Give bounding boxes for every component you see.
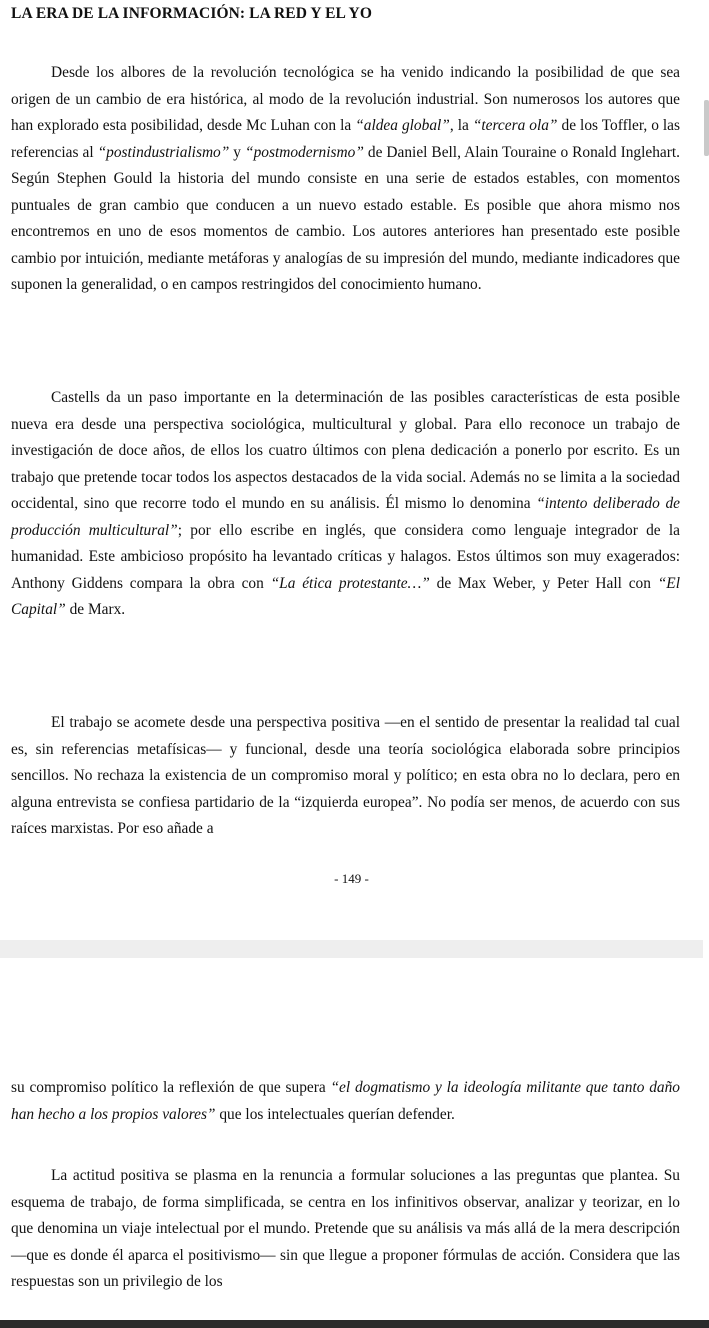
text-segment: Desde los albores de la revolución tecnológica se ha venido indicando la posibilidad de que sea origen de un cambio de era histórica, al modo de la revolución industrial. Son numerosos los autores que han explorado esta posibilidad, desde Mc Luhan con la <box>11 64 680 134</box>
text-segment: , la <box>449 117 473 134</box>
page-number: - 149 - <box>334 871 369 886</box>
paragraph-2 <box>11 385 680 624</box>
paragraph-3 <box>11 710 680 843</box>
italic-quote: “el dogmatismo y la ideología militante que tanto daño han hecho a los propios valores” <box>11 1079 680 1123</box>
text-segment: El trabajo se acomete desde una perspectiva positiva —en el sentido de presentar la realidad tal cual es, sin referencias metafísicas— y funcional, desde una teoría sociológica elaborada sobre principios sencillos. No rechaza la existencia de un compromiso moral y político; en esta obra no lo declara, pero en alguna entrevista se confiesa partidario de la “izquierda europea”. No podía ser menos, de acuerdo con sus raíces marxistas. Por eso añade a <box>11 714 680 837</box>
text-segment: y <box>229 143 246 161</box>
italic-quote: “intento deliberado de producción multicultural” <box>11 495 680 539</box>
italic-quote: “postmodernismo” <box>245 143 364 161</box>
italic-quote: “tercera ola” <box>472 117 558 134</box>
paragraph-4 <box>11 1075 680 1128</box>
text-segment: su compromiso político la reflexión de que supera <box>11 1079 331 1096</box>
italic-quote: “El Capital” <box>11 574 680 618</box>
paragraph-1 <box>11 60 680 299</box>
text-segment: de Max Weber, y Peter Hall con <box>429 574 658 592</box>
text-segment: de Daniel Bell, Alain Touraine o Ronald Inglehart. Según Stephen Gould la historia del mundo consiste en una serie de estados estables, con momentos puntuales de gran cambio que conducen a un nuevo estado estable. Es posible que ahora mismo nos encontremos en uno de esos momentos de cambio. Los autores anteriores han presentado este posible cambio por intuición, mediante metáforas y analogías de su impresión del mundo, mediante indicadores que suponen la generalidad, o en campos restringidos del conocimiento humano. <box>11 143 681 293</box>
bottom-toolbar-edge <box>0 1320 709 1328</box>
text-segment: La actitud positiva se plasma en la renuncia a formular soluciones a las preguntas que plantea. Su esquema de trabajo, de forma simplificada, se centra en los infinitivos observar, analizar y teorizar, en lo que denomina un viaje intelectual por el mundo. Pretende que su análisis va más allá de la mera descripción —que es donde él aparca el positivismo— sin que llegue a proponer fórmulas de acción. Considera que las respuestas son un privilegio de los <box>11 1167 680 1290</box>
scrollbar-thumb[interactable] <box>704 100 709 156</box>
text-segment: que los intelectuales querían defender. <box>215 1105 455 1123</box>
italic-quote: “La ética protestante…” <box>270 574 430 592</box>
paragraph-5 <box>11 1163 680 1296</box>
text-segment: de los Toffler, o las referencias al <box>11 117 680 161</box>
text-segment: de Marx. <box>65 601 126 618</box>
text-segment: ; por ello escribe en inglés, que considera como lenguaje integrador de la humanidad. Este ambicioso propósito ha levantado críticas y halagos. Estos últimos son muy exagerados: Anthony Giddens compara la obra con <box>11 521 680 592</box>
page-separator <box>0 940 709 958</box>
italic-quote: “postindustrialismo” <box>97 143 230 161</box>
document-page-150 <box>0 958 703 1322</box>
scrollbar[interactable] <box>703 0 709 1320</box>
italic-quote: “aldea global” <box>355 117 450 134</box>
text-segment: Castells da un paso importante en la determinación de las posibles características de esta posible nueva era desde una perspectiva sociológica, multicultural y global. Para ello reconoce un trabajo de investigación de doce años, de ellos los cuatro últimos con plena dedicación a ponerlo por escrito. Es un trabajo que pretende tocar todos los aspectos destacados de la vida social. Además no se limita a la sociedad occidental, sino que recorre todo el mundo en su análisis. Él mismo lo denomina <box>11 389 680 512</box>
page-heading: LA ERA DE LA INFORMACIÓN: LA RED Y EL YO <box>11 5 372 22</box>
